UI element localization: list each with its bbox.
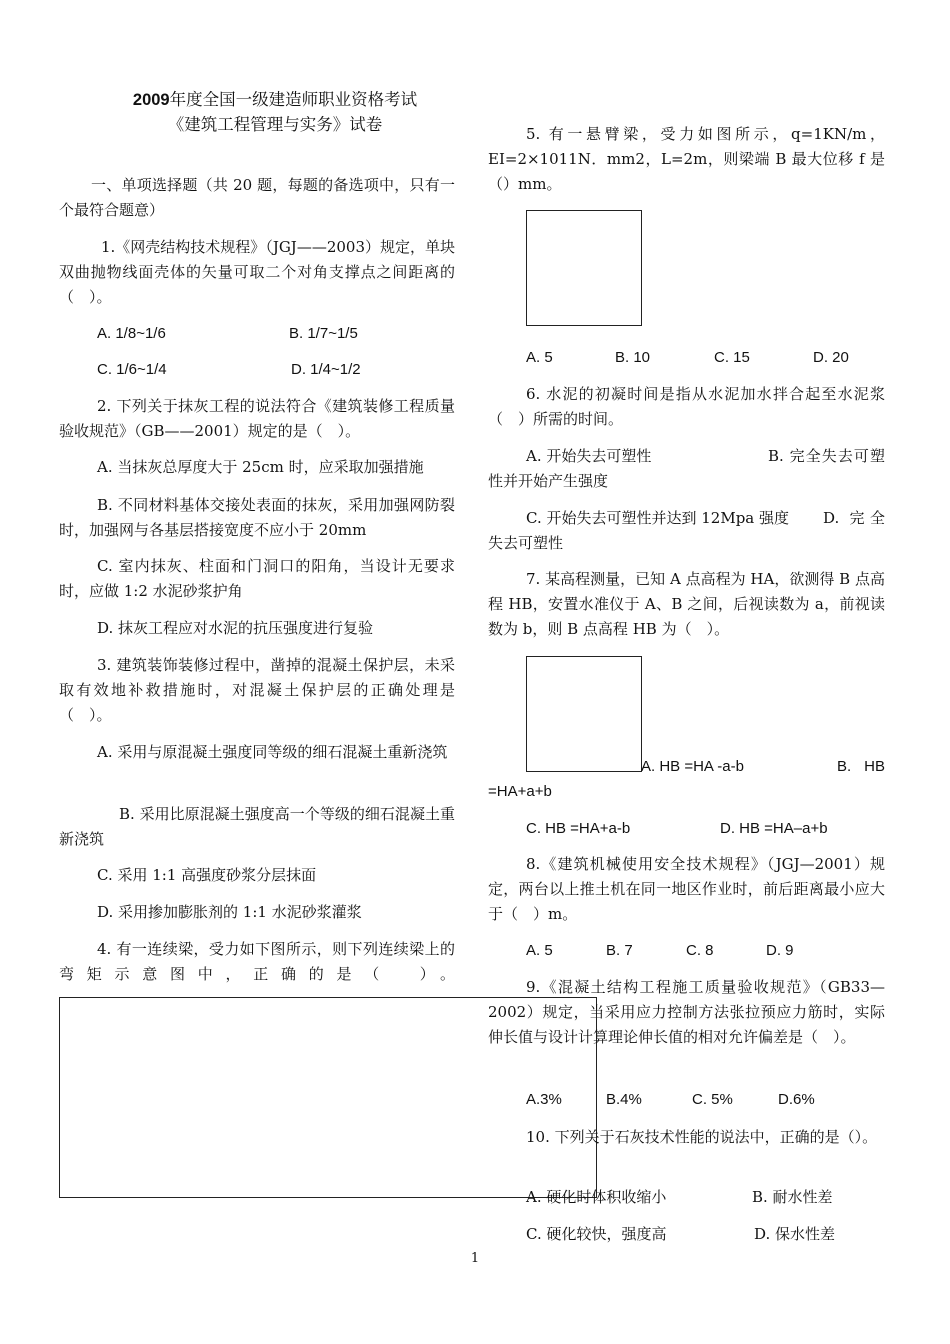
question-6-stem: 6. 水泥的初凝时间是指从水泥加水拌合起至水泥浆（ ）所需的时间。 (488, 385, 885, 428)
question-6-option-a: A. 开始失去可塑性 (526, 447, 652, 465)
question-9-option-b: B.4% (606, 1091, 642, 1108)
question-2-option-b: B. 不同材料基体交接处表面的抹灰，采用加强网防裂时，加强网与各基层搭接宽度不应小于 20mm (59, 496, 455, 539)
question-5-stem: 5. 有一悬臂梁，受力如图所示，q=1KN/m，EI=2×1011N．mm2，L=2m，则梁端 B 最大位移 f 是（）mm。 (488, 125, 885, 193)
page-title (60, 86, 490, 110)
question-8-stem: 8.《建筑机械使用安全技术规程》（JGJ—2001）规定，两台以上推土机在同一地区作业时，前后距离最小应大于（ ）m。 (488, 855, 885, 923)
question-7-option-b: B. HB =HA+a+b (488, 758, 885, 800)
question-9-option-c: C. 5% (692, 1091, 733, 1108)
question-5-option-b: B. 10 (615, 349, 651, 366)
question-7-option-a: A. HB =HA -a-b (641, 758, 744, 775)
question-10-option-c: C. 硬化较快，强度高 (526, 1225, 667, 1243)
question-5-option-c: C. 15 (714, 349, 750, 366)
question-4-stem: 4. 有一连续梁，受力如下图所示，则下列连续梁上的弯矩示意图中，正确的是（ ）。 (59, 940, 455, 983)
question-9-stem: 9.《混凝土结构工程施工质量验收规范》（GB33—2002）规定，当采用应力控制方法张拉预应力筋时，实际伸长值与设计计算理论伸长值的相对允许偏差是（ ）。 (488, 978, 885, 1046)
question-3-option-d: D. 采用掺加膨胀剂的 1:1 水泥砂浆灌浆 (97, 903, 362, 921)
question-9-option-d: D.6% (778, 1091, 815, 1108)
question-2-option-d: D. 抹灰工程应对水泥的抗压强度进行复验 (97, 619, 374, 637)
question-10-option-d: D. 保水性差 (754, 1225, 836, 1243)
question-7-option-c: C. HB =HA+a-b (526, 820, 631, 837)
question-10-option-b: B. 耐水性差 (752, 1188, 833, 1206)
question-10-option-a: A. 硬化时体积收缩小 (526, 1188, 667, 1206)
page-subtitle: 《建筑工程管理与实务》试卷 (167, 115, 383, 134)
question-2-stem: 2. 下列关于抹灰工程的说法符合《建筑装修工程质量验收规范》（GB——2001）规定的是（ ）。 (59, 397, 455, 440)
question-8-option-b: B. 7 (606, 942, 633, 959)
question-5-option-d: D. 20 (813, 349, 849, 366)
question-6-option-d: D. 完全失去可塑性 (488, 509, 885, 552)
title-year: 2009 (132, 91, 170, 109)
question-2-option-c: C. 室内抹灰、柱面和门洞口的阳角，当设计无要求时，应做 1:2 水泥砂浆护角 (59, 557, 455, 600)
question-1-stem: 1.《网壳结构技术规程》（JGJ——2003）规定，单块双曲抛物线面壳体的矢量可取二个对角支撑点之间距离的（ ）。 (59, 238, 455, 306)
question-10-stem: 10. 下列关于石灰技术性能的说法中，正确的是（）。 (526, 1128, 878, 1146)
question-8-option-d: D. 9 (766, 942, 794, 959)
question-3-stem: 3. 建筑装饰装修过程中，凿掉的混凝土保护层，未采取有效地补救措施时，对混凝土保护层的正确处理是（ ）。 (59, 656, 455, 724)
question-8-option-a: A. 5 (526, 942, 553, 959)
question-1-option-c: C. 1/6~1/4 (97, 361, 167, 378)
question-1-option-b: B. 1/7~1/5 (289, 325, 358, 342)
question-6-option-c: C. 开始失去可塑性并达到 12Mpa 强度 (526, 509, 790, 527)
question-5-figure (526, 210, 642, 326)
page-number: 1 (470, 1251, 480, 1266)
question-5-option-a: A. 5 (526, 349, 553, 366)
question-3-option-b: B. 采用比原混凝土强度高一个等级的细石混凝土重新浇筑 (59, 805, 455, 848)
question-7-stem: 7. 某高程测量，已知 A 点高程为 HA，欲测得 B 点高程 HB，安置水准仪于 A、B 之间，后视读数为 a，前视读数为 b，则 B 点高程 HB 为（ ）。 (488, 570, 885, 638)
question-3-option-a: A. 采用与原混凝土强度同等级的细石混凝土重新浇筑 (97, 743, 448, 761)
question-1-option-d: D. 1/4~1/2 (291, 361, 361, 378)
question-1-option-a: A. 1/8~1/6 (97, 325, 166, 342)
question-7-option-d: D. HB =HA–a+b (720, 820, 828, 837)
question-6-option-b: B. 完全失去可塑性并开始产生强度 (488, 447, 885, 490)
title-rest: 年度全国一级建造师职业资格考试 (169, 90, 418, 109)
question-2-option-a: A. 当抹灰总厚度大于 25cm 时，应采取加强措施 (97, 458, 424, 476)
question-3-option-c: C. 采用 1:1 高强度砂浆分层抹面 (97, 866, 317, 884)
question-8-option-c: C. 8 (686, 942, 714, 959)
question-9-option-a: A.3% (526, 1091, 562, 1108)
section-heading: 一、单项选择题（共 20 题，每题的备选项中，只有一个最符合题意） (59, 176, 455, 219)
